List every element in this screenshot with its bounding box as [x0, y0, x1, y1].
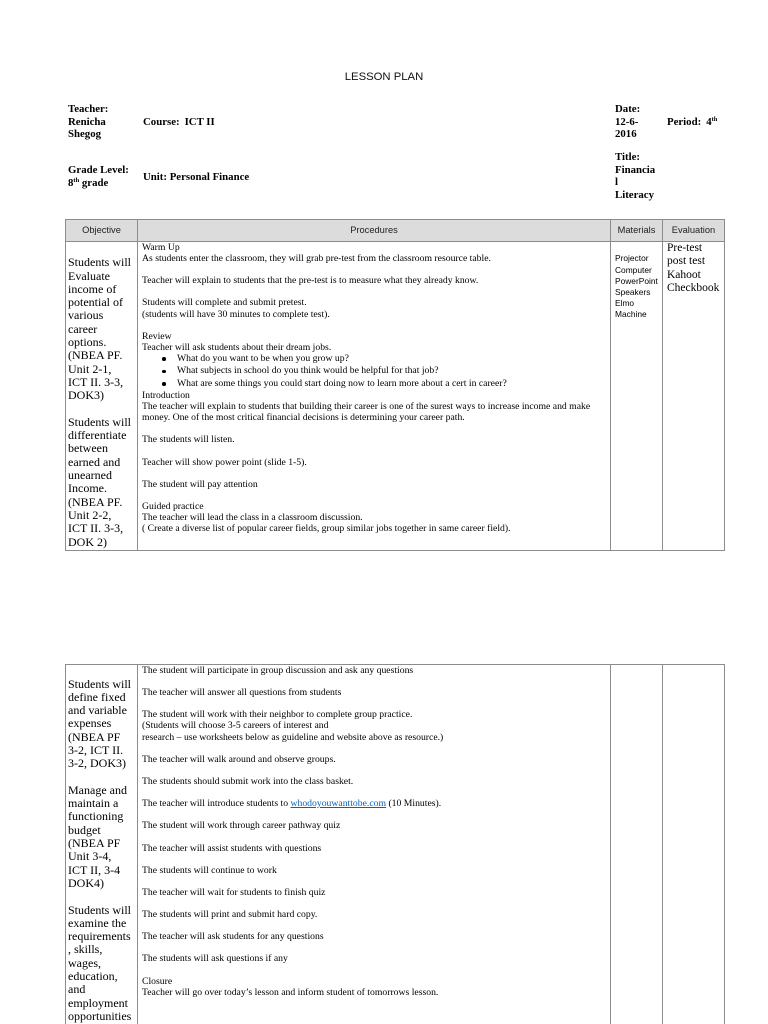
- bullet-icon: [162, 370, 166, 374]
- lesson-table-continued: [65, 664, 725, 1024]
- objective-line: examine the: [68, 915, 127, 930]
- objective-line: earned and: [68, 454, 121, 469]
- period-value: 4: [706, 116, 712, 128]
- bullet-icon: [162, 382, 166, 386]
- material-line: PowerPoint: [615, 275, 658, 286]
- grade-rest: grade: [81, 176, 109, 189]
- procedure-line: Introduction: [142, 390, 190, 402]
- date-value: 12-6-2016: [615, 115, 639, 140]
- procedure-line: The teacher will walk around and observe groups.: [142, 753, 336, 765]
- procedure-line: Closure: [142, 975, 173, 987]
- procedure-line: Teacher will explain to students that the pre-test is to measure what they already know.: [142, 275, 479, 287]
- procedure-line: research – use worksheets below as guideline and website above as resource.): [142, 731, 444, 743]
- procedure-line: Warm Up: [142, 242, 180, 253]
- objective-group: [68, 904, 137, 1024]
- procedure-line: The student will work with their neighbor to complete group practice.: [142, 709, 413, 721]
- procedure-text: The teacher will introduce students to: [142, 798, 291, 810]
- objective-line: career: [68, 321, 98, 336]
- procedure-line: Students will complete and submit pretest.: [142, 297, 307, 309]
- objective-line: Students will: [68, 902, 132, 917]
- blank-line: [142, 676, 610, 687]
- teacher-name: Renicha Shegog: [68, 115, 106, 140]
- objective-group: [68, 678, 137, 771]
- objective-line: and variable: [68, 703, 127, 718]
- procedure-line: The student will work through career pathway quiz: [142, 820, 341, 832]
- procedure-line: Teacher will show power point (slide 1-5).: [142, 456, 307, 468]
- objective-line: ICT II, 3-4: [68, 862, 121, 877]
- evaluation-line: Kahoot: [667, 268, 701, 281]
- objective-line: (NBEA PF: [68, 836, 121, 851]
- document-title: LESSON PLAN: [344, 71, 424, 83]
- website-link[interactable]: whodoyouwanttobe.com: [290, 798, 387, 810]
- objective-line: requirements: [68, 929, 131, 944]
- material-line: Machine: [615, 309, 647, 320]
- procedure-line: The students will print and submit hard copy.: [142, 909, 318, 921]
- bullet-text: What subjects in school do you think would be helpful for that job?: [177, 365, 439, 377]
- procedure-line: The students should submit work into the class basket.: [142, 775, 354, 787]
- blank-line: [142, 809, 610, 820]
- objective-line: differentiate: [68, 428, 127, 443]
- objective-line: ICT II. 3-3,: [68, 521, 124, 536]
- procedure-text: (10 Minutes).: [386, 798, 442, 810]
- objective-line: expenses: [68, 716, 112, 731]
- material-line: Computer: [615, 264, 652, 275]
- unit-label: Unit:: [143, 171, 167, 183]
- objective-cell: [66, 242, 138, 550]
- procedure-line: As students enter the classroom, they will grab pre-test from the classroom resource table.: [142, 253, 491, 265]
- column-header-procedures: Procedures: [138, 220, 611, 241]
- procedure-line: Teacher will go over today’s lesson and inform student of tomorrows lesson.: [142, 986, 439, 998]
- procedure-line: Review: [142, 330, 172, 342]
- blank-line: [142, 765, 610, 776]
- bullet-text: What are some things you could start doing now to learn more about a cert in career?: [177, 377, 507, 389]
- objective-line: potential of: [68, 295, 123, 310]
- objective-line: DOK3): [68, 388, 104, 403]
- title-value: Financial Literacy: [615, 163, 656, 201]
- procedure-line: The teacher will assist students with questions: [142, 842, 322, 854]
- objective-line: (NBEA PF.: [68, 494, 123, 509]
- objective-group: [68, 784, 137, 890]
- procedure-line: ( Create a diverse list of popular career fields, group similar jobs together in same career field).: [142, 523, 511, 535]
- blank-line: [142, 831, 610, 842]
- grade-label: Grade Level:: [68, 164, 129, 176]
- column-header-objective: Objective: [66, 220, 138, 241]
- blank-line: [142, 965, 610, 976]
- objective-line: Unit 3-4,: [68, 849, 112, 864]
- procedure-line: The students will continue to work: [142, 864, 277, 876]
- objective-line: employment: [68, 995, 128, 1010]
- material-line: Elmo: [615, 298, 635, 309]
- evaluation-line: Pre-test: [667, 242, 703, 254]
- title-field: [615, 151, 657, 201]
- procedure-line: The teacher will lead the class in a classroom discussion.: [142, 512, 363, 524]
- objective-line: Students will: [68, 414, 132, 429]
- procedure-line: (students will have 30 minutes to complete test).: [142, 308, 330, 320]
- evaluation-line: post test: [667, 255, 706, 268]
- grade-field: [68, 164, 134, 189]
- blank-line: [142, 320, 610, 331]
- grade-value-line: [68, 177, 134, 190]
- blank-line: [142, 446, 610, 457]
- objective-line: and: [68, 982, 86, 997]
- objective-line: unearned: [68, 468, 112, 483]
- procedures-cell: [138, 242, 611, 550]
- objective-line: ICT II. 3-3,: [68, 374, 124, 389]
- procedures-cell: [138, 665, 611, 1024]
- materials-cell: [611, 242, 663, 550]
- teacher-label: Teacher:: [68, 103, 109, 115]
- grade-suffix: th: [73, 176, 80, 184]
- procedure-line: The students will listen.: [142, 434, 235, 446]
- evaluation-line: Checkbook: [667, 281, 720, 294]
- objective-line: Unit 2-2,: [68, 507, 112, 522]
- objective-line: options.: [68, 335, 107, 350]
- title-label: Title:: [615, 151, 640, 163]
- material-line: Speakers: [615, 286, 651, 297]
- objective-line: Evaluate: [68, 268, 110, 283]
- objective-cell: [66, 665, 138, 1024]
- procedure-line: The teacher will wait for students to finish quiz: [142, 886, 326, 898]
- blank-line: [142, 898, 610, 909]
- bullet-item: [142, 378, 610, 390]
- course-value: ICT II: [184, 116, 215, 128]
- objective-line: (NBEA PF.: [68, 348, 123, 363]
- objective-line: DOK4): [68, 875, 104, 890]
- period-label: Period:: [667, 116, 702, 128]
- blank-line: [142, 490, 610, 501]
- objective-line: opportunities: [68, 1008, 132, 1023]
- objective-line: Students will: [68, 255, 132, 270]
- blank-line: [142, 264, 610, 275]
- date-field: [615, 103, 657, 141]
- grade-value: 8: [68, 176, 74, 189]
- material-line: Projector: [615, 253, 649, 264]
- table-row: [66, 242, 724, 550]
- objective-line: Unit 2-1,: [68, 361, 112, 376]
- evaluation-cell: [663, 242, 724, 550]
- column-header-evaluation: Evaluation: [671, 225, 716, 235]
- evaluation-cell: [663, 665, 724, 1024]
- table-header-row: [66, 220, 724, 242]
- objective-line: 3-2, DOK3): [68, 756, 126, 771]
- bullet-item: [142, 353, 610, 365]
- column-header-materials: Materials: [611, 220, 663, 241]
- objective-line: 3-2, ICT II.: [68, 742, 124, 757]
- unit-field: [143, 171, 249, 184]
- procedure-line: The teacher will answer all questions from students: [142, 687, 342, 699]
- blank-line: [142, 942, 610, 953]
- procedure-line: Teacher will ask students about their dream jobs.: [142, 341, 332, 353]
- objective-line: between: [68, 441, 108, 456]
- unit-value: Personal Finance: [169, 171, 250, 183]
- objective-line: DOK 2): [68, 534, 107, 549]
- date-label: Date:: [615, 103, 641, 115]
- procedure-line: money. One of the most critical financial decisions is determining your career path.: [142, 412, 465, 424]
- objective-group: [68, 256, 137, 402]
- objective-line: Students will: [68, 676, 132, 691]
- course-label: Course:: [143, 116, 180, 128]
- objective-line: define fixed: [68, 689, 126, 704]
- table-row: [66, 665, 724, 1024]
- blank-line: [142, 854, 610, 865]
- procedure-line: The teacher will ask students for any questions: [142, 931, 324, 943]
- procedure-line: The student will pay attention: [142, 478, 258, 490]
- procedure-line: The students will ask questions if any: [142, 953, 288, 965]
- procedure-line: [142, 798, 610, 809]
- blank-line: [142, 286, 610, 297]
- bullet-text: What do you want to be when you grow up?: [177, 352, 349, 364]
- procedure-line: The student will participate in group discussion and ask any questions: [142, 665, 414, 676]
- objective-group: [68, 416, 137, 549]
- procedure-line: The teacher will explain to students that building their career is one of the surest ways to increase income and make: [142, 401, 591, 413]
- procedure-line: (Students will choose 3-5 careers of interest and: [142, 720, 329, 732]
- objective-line: , skills,: [68, 942, 103, 957]
- blank-line: [142, 698, 610, 709]
- blank-line: [142, 876, 610, 887]
- objective-line: maintain a: [68, 796, 119, 811]
- course-field: [143, 116, 215, 129]
- objective-line: education,: [68, 969, 118, 984]
- period-field: [667, 116, 717, 129]
- objective-line: Manage and: [68, 782, 127, 797]
- procedure-line: Guided practice: [142, 501, 204, 513]
- blank-line: [142, 468, 610, 479]
- blank-line: [142, 743, 610, 754]
- objective-line: functioning: [68, 809, 124, 824]
- teacher-field: [68, 103, 134, 141]
- objective-line: (NBEA PF: [68, 729, 121, 744]
- materials-cell: [611, 665, 663, 1024]
- bullet-icon: [162, 357, 166, 361]
- objective-line: wages,: [68, 955, 101, 970]
- objective-line: income of: [68, 281, 117, 296]
- period-suffix: th: [711, 116, 718, 123]
- blank-line: [142, 423, 610, 434]
- objective-line: various: [68, 308, 104, 323]
- objective-line: Income.: [68, 481, 107, 496]
- lesson-table: [65, 219, 725, 551]
- objective-line: budget: [68, 822, 101, 837]
- bullet-item: [142, 365, 610, 377]
- blank-line: [142, 920, 610, 931]
- blank-line: [142, 787, 610, 798]
